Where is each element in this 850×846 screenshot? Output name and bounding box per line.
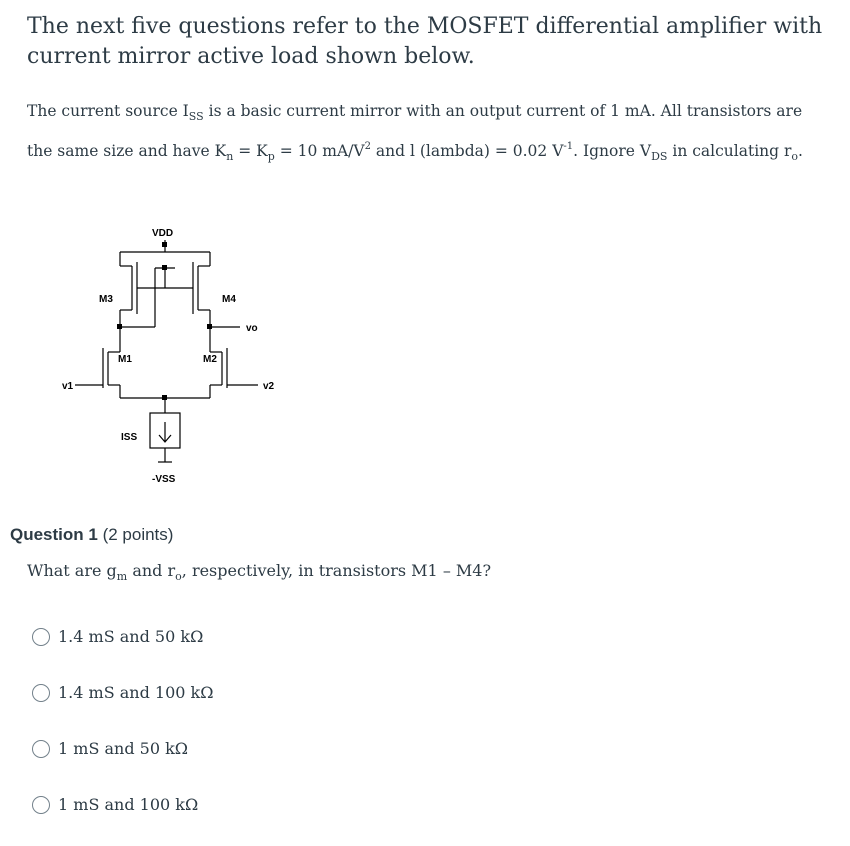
m3-label: M3	[99, 294, 113, 305]
question-points: (2 points)	[97, 525, 174, 544]
vo-label: vo	[246, 323, 258, 334]
vss-label: -VSS	[152, 474, 176, 485]
question-text: What are $g_m$ and $r_o$, respectively, in transistors M1 – M4?	[27, 561, 492, 583]
v2-label: v2	[263, 381, 275, 392]
m4-label: M4	[222, 294, 236, 305]
answer-label: 1.4 mS and 50 kΩ	[58, 627, 204, 646]
answer-label: 1 mS and 50 kΩ	[58, 739, 189, 758]
answer-option[interactable]	[32, 795, 198, 814]
vdd-label: VDD	[152, 228, 174, 239]
circuit-diagram	[55, 220, 295, 495]
iss-label: ISS	[121, 432, 138, 443]
v1-label: v1	[62, 381, 74, 392]
question-title: Question 1	[10, 525, 98, 544]
radio-button[interactable]	[32, 628, 50, 646]
radio-button[interactable]	[32, 684, 50, 702]
answer-option[interactable]	[32, 627, 203, 646]
answer-label: 1 mS and 100 kΩ	[58, 795, 199, 814]
answer-option[interactable]	[32, 739, 188, 758]
m1-label: M1	[118, 354, 132, 365]
intro-paragraph: The current source $I_{SS}$ is a basic current mirror with an output current of 1 mA. All transistors are the same size and have $K_n = K_p = 10$ $mA/V^2$ and l (lambda) = 0.02 $V^{-1}$. Ignore $V_{DS}$ in calculating $r_o$.	[27, 102, 803, 163]
radio-button[interactable]	[32, 740, 50, 758]
intro-title: The next five questions refer to the MOSFET differential amplifier with current mirror active load shown below.	[27, 14, 823, 69]
radio-button[interactable]	[32, 796, 50, 814]
answer-label: 1.4 mS and 100 kΩ	[58, 683, 214, 702]
answer-option[interactable]	[32, 683, 214, 702]
m2-label: M2	[203, 354, 217, 365]
question-header	[10, 525, 173, 545]
